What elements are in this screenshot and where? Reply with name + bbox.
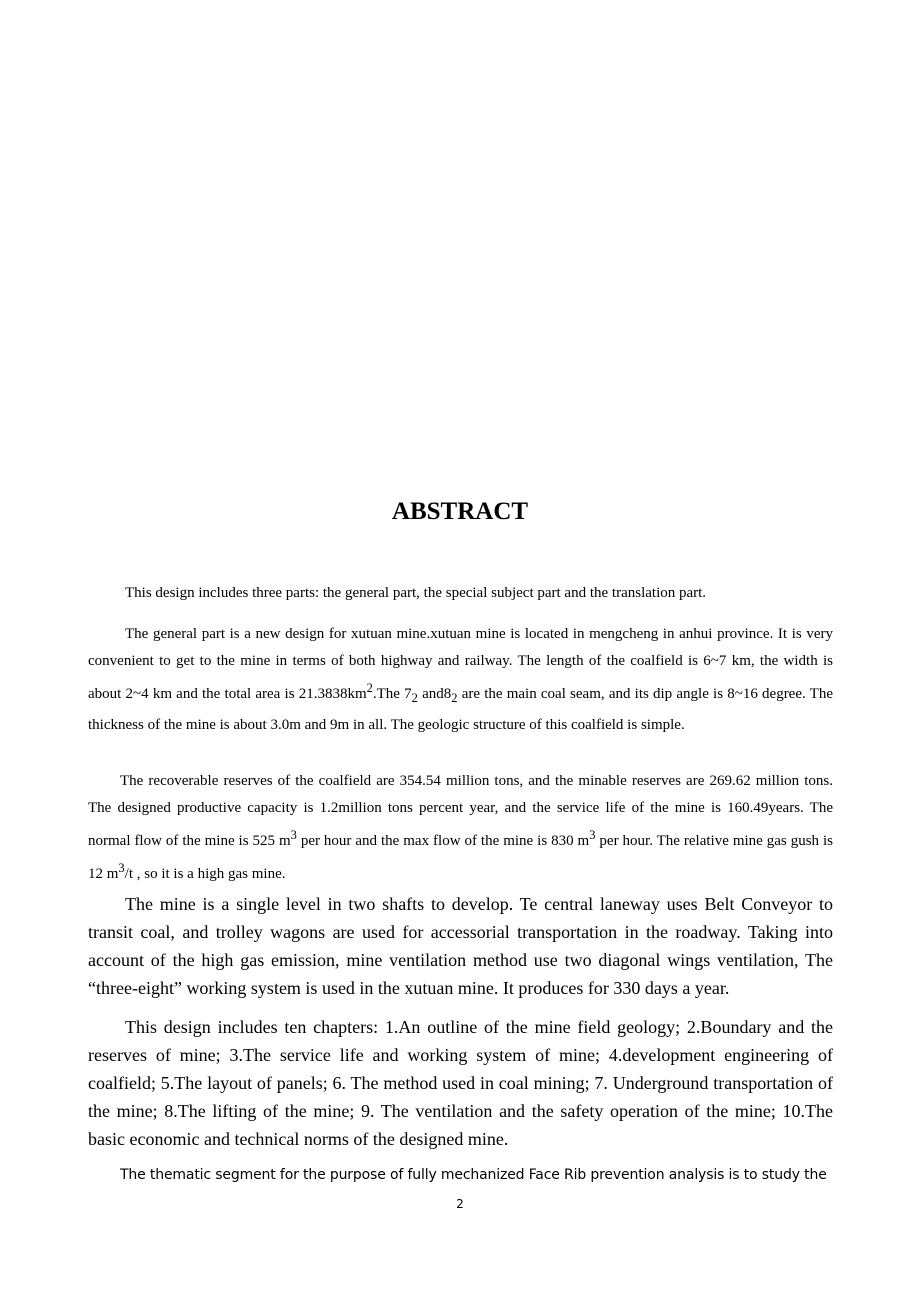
- subscript: 2: [451, 691, 458, 705]
- text-run: are the main coal seam, and its dip angle is 8~16 degree. The thickness of the mine is about 3.0m and 9m in all. The geologic structure of this coalfield is simple.: [88, 686, 833, 733]
- paragraph-text: This design includes ten chapters: 1.An outline of the mine field geology; 2.Boundary and the reserves of mine; 3.The service life and working system of mine; 4.development engineering of coalfield; 5.The layout of panels; 6. The method used in coal mining; 7. Underground transportation of the mine; 8.The lifting of the mine; 9. The ventilation and the safety operation of the mine; 10.The basic economic and technical norms of the designed mine.: [88, 1017, 833, 1149]
- text-run: .The 7: [372, 686, 412, 702]
- text-run: per hour and the max flow of the mine is 830 m: [296, 833, 590, 849]
- text-run: and8: [417, 686, 452, 702]
- superscript: 2: [366, 681, 373, 695]
- paragraph-text: This design includes three parts: the general part, the special subject part and the translation part.: [125, 585, 707, 601]
- text-run: The recoverable reserves of the coalfield are 354.54 million tons, and the minable reserves are 269.62 million tons. The designed productive capacity is 1.2million tons percent year, and the service life of the mine is 160.49years. The normal flow of the mine is 525 m: [88, 773, 833, 849]
- subscript: 2: [411, 691, 418, 705]
- abstract-title: ABSTRACT: [391, 498, 529, 525]
- superscript: 3: [290, 828, 297, 842]
- text-run: The general part is a new design for xutuan mine.xutuan mine is located in mengcheng in anhui province. It is very convenient to get to the mine in terms of both highway and railway. The length of the coalfield is 6~7 km, the width is about 2~4 km and the total area is 21.3838km: [88, 626, 833, 702]
- paragraph-development: [88, 890, 833, 1002]
- paragraph-thematic-segment: [88, 1164, 833, 1186]
- text-run: per hour. The relative mine gas gush is 12 m: [88, 833, 834, 882]
- paragraph-chapters: [88, 1013, 833, 1153]
- paragraph-reserves: [88, 768, 833, 888]
- superscript: 3: [589, 828, 596, 842]
- paragraph-parts-overview: [88, 583, 833, 603]
- paragraph-general-part: [88, 621, 833, 739]
- superscript: 3: [118, 861, 125, 875]
- text-run: /t , so it is a high gas mine.: [124, 866, 286, 882]
- page-number: 2: [456, 1197, 464, 1211]
- paragraph-text: The thematic segment for the purpose of fully mechanized Face Rib prevention analysis is to study the: [120, 1167, 827, 1183]
- paragraph-text: The mine is a single level in two shafts to develop. Te central laneway uses Belt Conveyor to transit coal, and trolley wagons are used for accessorial transportation in the roadway. Taking into account of the high gas emission, mine ventilation method use two diagonal wings ventilation, The “three-eight” working system is used in the xutuan mine. It produces for 330 days a year.: [88, 894, 833, 998]
